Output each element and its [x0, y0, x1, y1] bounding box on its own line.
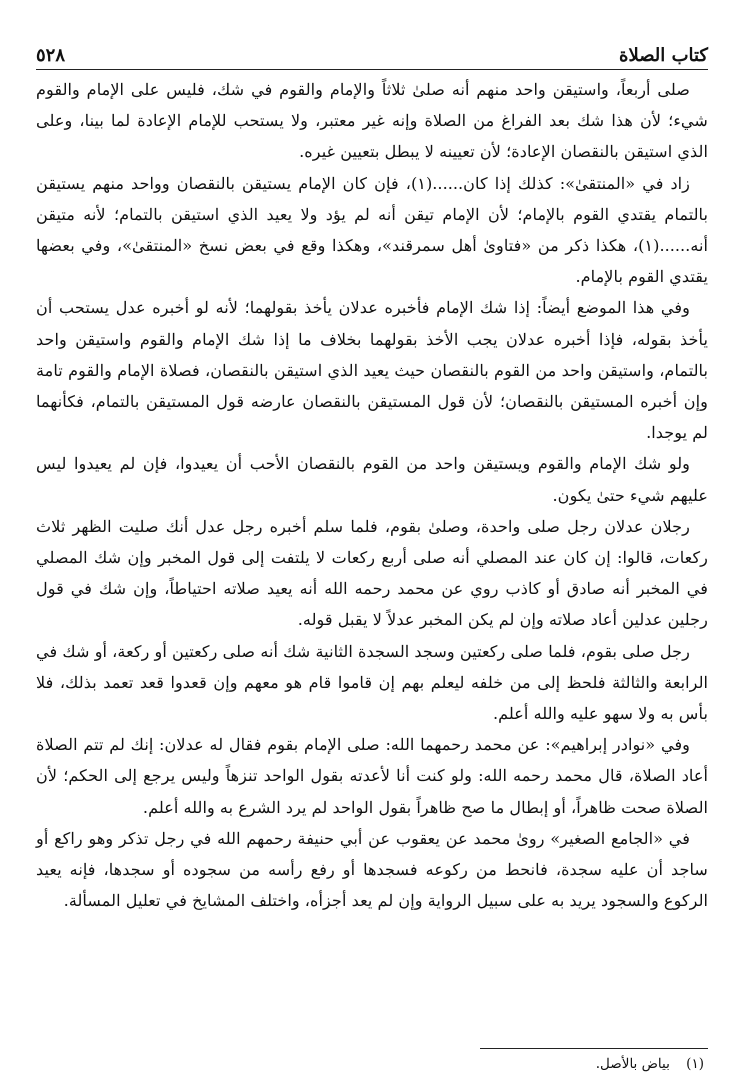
- paragraph: وفي هذا الموضع أيضاً: إذا شك الإمام فأخبره عدلان يأخذ بقولهما؛ لأنه لو أخبره عدل يستحب أن يأخذ بقوله، فإذا أخبره عدلان يجب الأخذ بقولهما بخلاف ما إذا شك الإمام والقوم واستيقن واحد بالتمام، واستيقن واحد من القوم بالنقصان حيث يعيد الذي استيقن بالنقصان، فصلاة الإمام والقوم تامة وإن أخبره المستيقن بالنقصان؛ لأن قول المستيقن بالنقصان عارضه قول المستيقن بالتمام، فكأنهما لم يوجدا.: [36, 298, 708, 443]
- paragraph: ولو شك الإمام والقوم ويستيقن واحد من القوم بالنقصان الأحب أن يعيدوا، فإن لم يعيدوا ليس عليهم شيء حتىٰ يكون.: [36, 454, 708, 505]
- running-title: كتاب الصلاة: [619, 45, 708, 66]
- paragraph: في «الجامع الصغير» روىٰ محمد عن يعقوب عن أبي حنيفة رحمهم الله في رجل تذكر وهو راكع أو ساجد أن عليه سجدة، فانحط من ركوعه فسجدها أو رفع رأسه من سجوده أو سجدها، فإنه يعيد الركوع والسجود يريد به على سبيل الرواية وإن لم يعد أجزأه، واختلف المشايخ في تعليل المسألة.: [36, 828, 708, 911]
- footnote-number: (١): [686, 1056, 704, 1072]
- page-header: [36, 36, 708, 66]
- footnote-text: بياض بالأصل.: [595, 1056, 670, 1072]
- footnote: [596, 1054, 704, 1074]
- body-text: [36, 74, 708, 916]
- paragraph: وفي «نوادر إبراهيم»: عن محمد رحمهما الله: صلى الإمام بقوم فقال له عدلان: إنك لم تتم الصلاة أعاد الصلاة، قال محمد رحمه الله: ولو كنت أنا لأعدته بقول الواحد تنزهاً وليس يرجع إلى الحكم؛ لأن الصلاة صحت ظاهراً، أو إبطال ما صح ظاهراً بقول الواحد لم يرد الشرع به والله أعلم.: [36, 735, 708, 817]
- paragraph: رجلان عدلان رجل صلى واحدة، وصلىٰ بقوم، فلما سلم أخبره رجل عدل أنك صليت الظهر ثلاث ركعات، قالوا: إن كان عند المصلي أنه صلى أربع ركعات لا يلتفت إلى قول المخبر وإن شك المصلي في المخبر أنه صادق أو كاذب روي عن محمد رحمه الله أنه يعيد صلاته احتياطاً، وإن شك في قول رجلين عدلين أعاد صلاته وإن لم يكن المخبر عدلاً لا يقبل قوله.: [36, 516, 708, 630]
- page-number: ٥٢٨: [36, 45, 66, 66]
- paragraph: زاد في «المنتقىٰ»: كذلك إذا كان......(١)، فإن كان الإمام يستيقن بالنقصان وواحد منهم يستيقن بالتمام يقتدي القوم بالإمام؛ لأن الإمام تيقن أنه لم يؤد ولا يعيد الذي استيقن بالتمام؛ لأنه متيقن أنه......(١)، هكذا ذكر من «فتاوىٰ أهل سمرقند»، وهكذا وقع في بعض نسخ «المنتقىٰ»، وفي بعضها يقتدي القوم بالإمام.: [36, 173, 708, 287]
- header-divider: [36, 69, 708, 70]
- footnote-divider: [480, 1048, 708, 1049]
- paragraph: رجل صلى بقوم، فلما صلى ركعتين وسجد السجدة الثانية شك أنه صلى ركعتين أو ركعة، أو شك في الرابعة والثالثة فلحظ إلى من خلفه ليعلم بهم إن قاموا قام هو معهم وإن قعدوا قعد تعمد بذلك، فلا بأس به ولا سهو عليه والله أعلم.: [35, 641, 708, 724]
- paragraph: صلى أربعاً، واستيقن واحد منهم أنه صلىٰ ثلاثاً والإمام والقوم في شك، فليس على الإمام والقوم شيء؛ لأن هذا شك بعد الفراغ من الصلاة وإنه غير معتبر، ولا يستحب للإمام الإعادة لما بينا، وعلى الذي استيقن بالنقصان الإعادة؛ لأن تعيينه لا يبطل بتعيين غيره.: [36, 80, 708, 162]
